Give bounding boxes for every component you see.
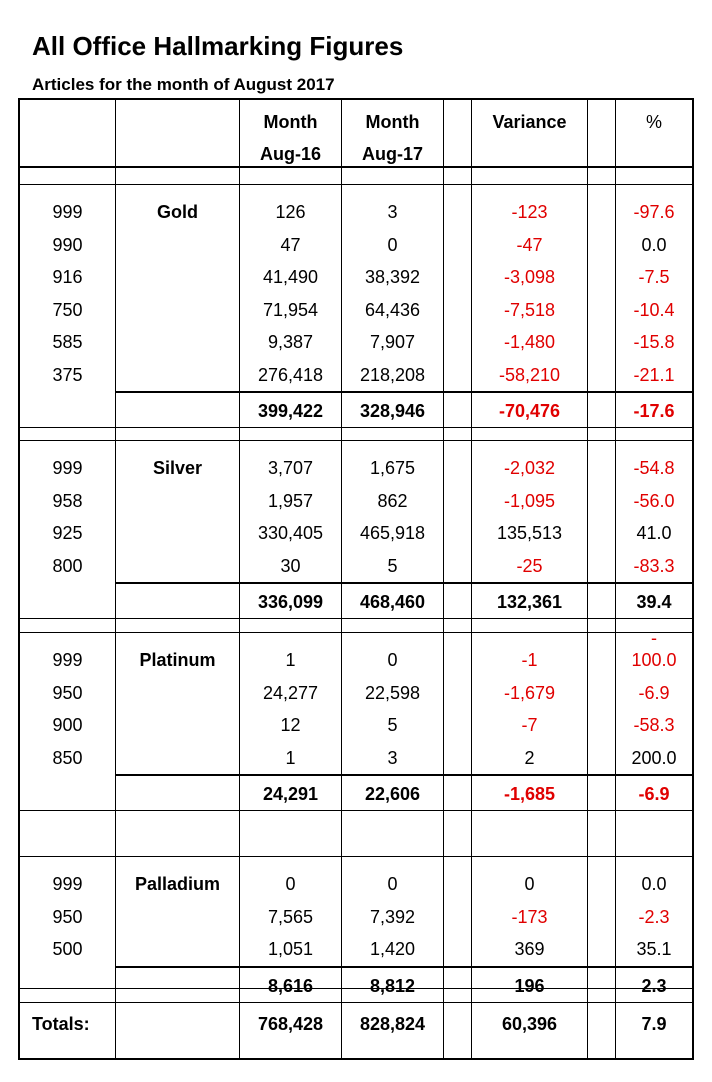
- aug16-cell: 0: [285, 874, 296, 894]
- aug17-cell: 3: [387, 202, 398, 222]
- row-divider: [116, 966, 692, 968]
- aug16-cell: 24,277: [262, 682, 319, 703]
- column-divider: [443, 100, 444, 1058]
- variance-cell: -7: [521, 715, 538, 735]
- aug17-cell: 5: [387, 555, 398, 576]
- subtotal-percent: 2.3: [641, 975, 667, 996]
- fineness-cell: 950: [52, 906, 83, 927]
- fineness-cell: 999: [52, 458, 83, 478]
- fineness-cell: 500: [52, 939, 83, 959]
- row-divider: [116, 391, 692, 393]
- header-month-b-line2: Aug-17: [361, 144, 423, 164]
- subtotal-percent: -17.6: [633, 401, 675, 421]
- percent-cell: -15.8: [633, 332, 675, 352]
- percent-cell: 200.0: [631, 747, 677, 768]
- header-percent: %: [645, 112, 662, 132]
- variance-cell: -3,098: [503, 267, 556, 287]
- totals-aug17: 828,824: [359, 1014, 426, 1034]
- subtotal-aug16: 399,422: [257, 401, 324, 421]
- subtotal-aug16: 336,099: [257, 592, 324, 612]
- aug17-cell: 465,918: [359, 523, 426, 543]
- variance-cell: -1,480: [503, 332, 556, 352]
- subtotal-variance: -1,685: [503, 784, 556, 804]
- percent-cell: -56.0: [633, 490, 675, 511]
- variance-cell: -2,032: [503, 458, 556, 478]
- aug17-cell: 5: [387, 715, 398, 735]
- fineness-cell: 999: [52, 874, 83, 894]
- aug16-cell: 30: [280, 555, 301, 576]
- aug16-cell: 7,565: [267, 906, 314, 927]
- variance-cell: 135,513: [496, 523, 563, 543]
- totals-label: Totals:: [32, 1014, 90, 1034]
- variance-cell: -47: [516, 234, 543, 255]
- aug16-cell: 12: [280, 715, 301, 735]
- percent-cell: 100.0: [631, 650, 677, 670]
- fineness-cell: 900: [52, 715, 83, 735]
- percent-cell: 0.0: [641, 234, 667, 255]
- aug17-cell: 7,392: [369, 906, 416, 927]
- fineness-cell: 999: [52, 202, 83, 222]
- fineness-cell: 999: [52, 650, 83, 670]
- percent-cell: -54.8: [633, 458, 675, 478]
- variance-cell: -1: [521, 650, 538, 670]
- fineness-cell: 990: [52, 234, 83, 255]
- fineness-cell: 850: [52, 747, 83, 768]
- aug16-cell: 71,954: [262, 299, 319, 320]
- aug16-cell: 330,405: [257, 523, 324, 543]
- totals-variance: 60,396: [501, 1014, 558, 1034]
- percent-cell: -83.3: [633, 555, 675, 576]
- subtotal-aug17: 8,812: [369, 975, 416, 996]
- percent-cell-dash: -: [651, 628, 657, 648]
- row-divider: [20, 856, 692, 857]
- page-subtitle: Articles for the month of August 2017: [32, 75, 335, 94]
- row-divider: [116, 582, 692, 584]
- percent-cell: -10.4: [633, 299, 675, 320]
- percent-cell: -2.3: [638, 906, 670, 927]
- fineness-cell: 585: [52, 332, 83, 352]
- header-variance: Variance: [492, 112, 567, 132]
- column-divider: [587, 100, 588, 1058]
- aug17-cell: 64,436: [364, 299, 421, 320]
- header-month-a-line1: Month: [263, 112, 318, 132]
- metal-label: Palladium: [134, 874, 221, 894]
- percent-cell: -97.6: [633, 202, 675, 222]
- row-divider: [20, 632, 692, 633]
- percent-cell: 35.1: [636, 939, 672, 959]
- aug17-cell: 862: [377, 490, 408, 511]
- aug16-cell: 1: [285, 650, 296, 670]
- hallmarking-table: [18, 98, 694, 1060]
- totals-percent: 7.9: [641, 1014, 667, 1034]
- variance-cell: -25: [516, 555, 543, 576]
- metal-label: Platinum: [139, 650, 216, 670]
- aug16-cell: 9,387: [267, 332, 314, 352]
- subtotal-variance: -70,476: [498, 401, 561, 421]
- fineness-cell: 800: [52, 555, 83, 576]
- percent-cell: 0.0: [641, 874, 667, 894]
- variance-cell: -1,679: [503, 682, 556, 703]
- variance-cell: -123: [511, 202, 548, 222]
- aug16-cell: 47: [280, 234, 301, 255]
- aug17-cell: 1,420: [369, 939, 416, 959]
- header-month-a-line2: Aug-16: [259, 144, 321, 164]
- aug16-cell: 276,418: [257, 364, 324, 385]
- percent-cell: -58.3: [633, 715, 675, 735]
- aug17-cell: 38,392: [364, 267, 421, 287]
- subtotal-aug16: 8,616: [267, 975, 314, 996]
- aug16-cell: 126: [275, 202, 306, 222]
- aug16-cell: 3,707: [267, 458, 314, 478]
- row-divider: [20, 810, 692, 811]
- row-divider: [116, 774, 692, 776]
- subtotal-aug17: 468,460: [359, 592, 426, 612]
- row-divider: [20, 1002, 692, 1003]
- percent-cell: 41.0: [636, 523, 672, 543]
- aug17-cell: 0: [387, 650, 398, 670]
- subtotal-percent: 39.4: [636, 592, 672, 612]
- variance-cell: -173: [511, 906, 548, 927]
- subtotal-aug16: 24,291: [262, 784, 319, 804]
- fineness-cell: 958: [52, 490, 83, 511]
- page-title: All Office Hallmarking Figures: [32, 31, 404, 61]
- aug16-cell: 1,051: [267, 939, 314, 959]
- subtotal-percent: -6.9: [638, 784, 670, 804]
- fineness-cell: 375: [52, 364, 83, 385]
- subtotal-aug17: 22,606: [364, 784, 421, 804]
- totals-aug16: 768,428: [257, 1014, 324, 1034]
- fineness-cell: 925: [52, 523, 83, 543]
- aug17-cell: 0: [387, 234, 398, 255]
- metal-label: Gold: [157, 202, 198, 222]
- percent-cell: -21.1: [633, 364, 675, 385]
- aug16-cell: 41,490: [262, 267, 319, 287]
- variance-cell: 2: [524, 747, 535, 768]
- variance-cell: -7,518: [503, 299, 556, 320]
- variance-cell: -1,095: [503, 490, 556, 511]
- aug17-cell: 22,598: [364, 682, 421, 703]
- header-month-b-line1: Month: [365, 112, 420, 132]
- row-divider: [20, 184, 692, 185]
- aug16-cell: 1,957: [267, 490, 314, 511]
- fineness-cell: 950: [52, 682, 83, 703]
- row-divider: [20, 427, 692, 428]
- percent-cell: -6.9: [638, 682, 670, 703]
- subtotal-variance: 196: [514, 975, 545, 996]
- row-divider: [20, 166, 692, 168]
- metal-label: Silver: [152, 458, 203, 478]
- variance-cell: 0: [524, 874, 535, 894]
- aug16-cell: 1: [285, 747, 296, 768]
- column-divider: [115, 100, 116, 1058]
- aug17-cell: 3: [387, 747, 398, 768]
- row-divider: [20, 440, 692, 441]
- row-divider: [20, 618, 692, 619]
- subtotal-aug17: 328,946: [359, 401, 426, 421]
- variance-cell: 369: [514, 939, 545, 959]
- subtotal-variance: 132,361: [496, 592, 563, 612]
- aug17-cell: 7,907: [369, 332, 416, 352]
- row-divider: [20, 988, 692, 989]
- aug17-cell: 0: [387, 874, 398, 894]
- variance-cell: -58,210: [498, 364, 561, 385]
- percent-cell: -7.5: [638, 267, 670, 287]
- aug17-cell: 1,675: [369, 458, 416, 478]
- fineness-cell: 750: [52, 299, 83, 320]
- fineness-cell: 916: [52, 267, 83, 287]
- aug17-cell: 218,208: [359, 364, 426, 385]
